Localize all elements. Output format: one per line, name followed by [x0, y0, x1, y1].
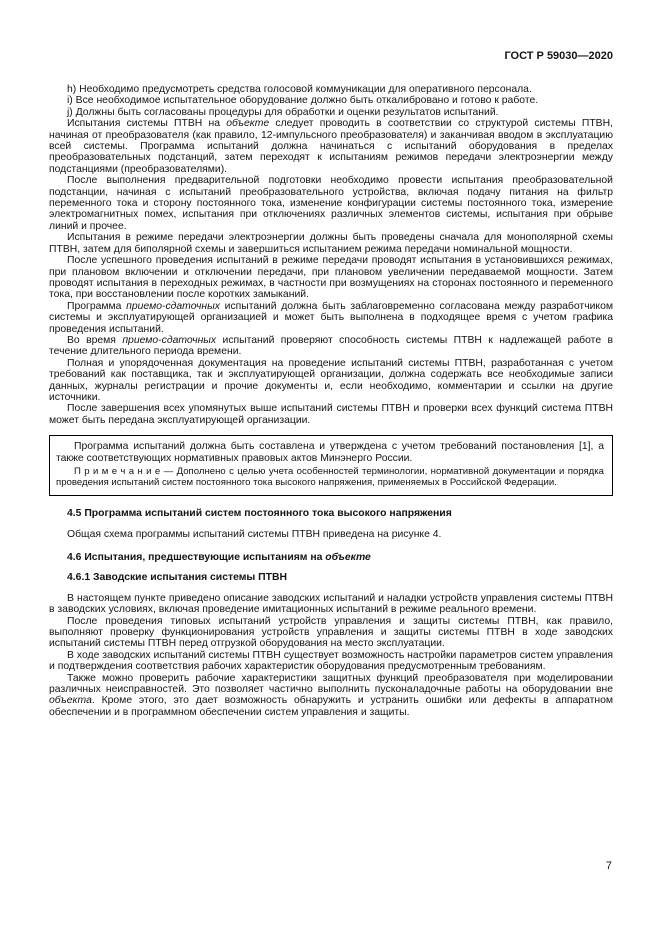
text-segment: После проведения типовых испытаний устройств управления и защиты системы ПТВН, как правило, выполняют проверку функционирования устройств управления и защиты системы ПТВН в ходе заводских испытаний системы ПТВН перед отгрузкой оборудования на место эксплуатации. [49, 615, 613, 650]
text-segment: Общая схема программы испытаний системы ПТВН приведена на рисунке 4. [67, 528, 442, 540]
text-segment: следует проводить в соответствии со структурой системы ПТВН, начиная от преобразователя (как правило, 12-импульсного преобразователя) и заканчивая вводом в эксплуатацию всей системы. Программа испытаний должна начинаться с испытаний оборудования в пределах преобразовательных подстанций, затем переходят к испытаниям режимов передачи электроэнергии между подстанциями (преобразователями). [49, 118, 613, 175]
text-segment: j) Должны быть согласованы процедуры для обработки и оценки результатов испытаний. [67, 106, 499, 118]
paragraph [49, 529, 613, 540]
text-segment: объекте [325, 552, 371, 563]
text-segment: Программа испытаний должна быть составлена и утверждена с учетом требований постановления [1], а также соответствующих нормативных правовых актов Минэнерго России. [56, 441, 604, 464]
text-segment: 4.6.1 Заводские испытания системы ПТВН [67, 572, 287, 584]
paragraph [49, 335, 613, 358]
text-segment: Испытания системы ПТВН на [67, 118, 227, 130]
note-box-paragraph [56, 441, 604, 464]
text-segment: h) Необходимо предусмотреть средства голосовой коммуникации для оперативного персонала. [67, 84, 532, 95]
paragraph [49, 175, 613, 232]
note-box [49, 435, 613, 496]
paragraph [49, 650, 613, 673]
text-segment: П р и м е ч а н и е — Дополнено с целью учета особенностей терминологии, нормативной документации и порядка проведения испытаний систем постоянного тока высокого напряжения, применяемых в Российской Федерации. [56, 466, 604, 488]
paragraph [49, 673, 613, 719]
text-segment: 4.6 Испытания, предшествующие испытаниям на [67, 552, 326, 563]
list-item-j [49, 107, 613, 118]
heading-4-6 [49, 552, 613, 563]
text-segment: объекта [49, 695, 92, 707]
text-segment: После успешного проведения испытаний в режиме передачи проводят испытания в установившихся режимах, при плановом включении и отключении передачи, при плановом увеличении передаваемой мощности. Затем проводят испытания в переходных режимах, в частности при возмущениях на сторонах постоянного и переменного тока, при восстановлении после коротких замыканий. [49, 255, 613, 301]
text-segment: Программа [67, 300, 127, 312]
list-item-i [49, 95, 613, 106]
text-segment: Также можно проверить рабочие характеристики защитных функций преобразователя при моделировании различных неисправностей. Это позволяет частично выполнить пусконаладочные работы на оборудовании вне [49, 672, 613, 696]
text-segment: объекте [226, 118, 270, 130]
paragraph [49, 301, 613, 335]
text-segment: i) Все необходимое испытательное оборудование должно быть откалибровано и готово к работе. [67, 95, 539, 107]
note-paragraph [56, 467, 604, 488]
text-segment: Полная и упорядоченная документация на проведение испытаний системы ПТВН, разработанная с учетом требований как поставщика, так и эксплуатирующей организации, должна содержать все необходимые записи данных, журналы регистрации и прочие документы и, если необходимо, комментарии и ссылки на другие источники. [49, 357, 613, 403]
text-segment: В ходе заводских испытаний системы ПТВН существует возможность настройки параметров систем управления и подтверждения соответствия рабочих характеристик оборудования предусмотренным требованиям. [49, 649, 613, 673]
text-segment: 4.5 Программа испытаний систем постоянного тока высокого напряжения [67, 508, 452, 520]
text-segment: испытаний должна быть заблаговременно согласована между разработчиком системы и эксплуатирующей организацией и может быть выполнена в подходящее время с учетом графика проведения испытаний. [49, 300, 613, 335]
text-segment: В настоящем пункте приведено описание заводских испытаний и наладки устройств управления системы ПТВН в заводских условиях, включая проведение имитационных испытаний в режиме реального времени. [49, 592, 613, 616]
text-segment: приемо-сдаточных [122, 334, 217, 346]
doc-number: ГОСТ Р 59030—2020 [504, 50, 613, 62]
heading-4-5 [49, 508, 613, 519]
text-segment: испытаний проверяют способность системы ПТВН к надлежащей работе в течение длительного периода времени. [49, 334, 613, 358]
text-segment: . Кроме этого, это дает возможность обнаружить и устранить ошибки или дефекты в аппаратном обеспечении и в программном обеспечении систем управления и защиты. [49, 695, 613, 718]
paragraph [49, 616, 613, 650]
text-segment: Во время [67, 334, 123, 346]
document-content [49, 84, 613, 718]
text-segment: Испытания в режиме передачи электроэнергии должны быть проведены сначала для монополярной схемы ПТВН, затем для биполярной схемы и завершиться испытанием режима передачи номинальной мощности. [49, 232, 613, 255]
paragraph [49, 593, 613, 616]
text-segment: После завершения всех упомянутых выше испытаний системы ПТВН и проверки всех функций система ПТВН может быть передана эксплуатирующей организации. [49, 403, 613, 426]
paragraph [49, 403, 613, 426]
text-segment: приемо-сдаточных [126, 300, 220, 312]
page-number: 7 [605, 860, 612, 872]
text-segment: После выполнения предварительной подготовки необходимо провести испытания преобразовательной подстанции, начиная с испытаний преобразовательного устройства, включая подачу питания на фильтр переменного тока и сторону постоянного тока, изменение конфигурации системы постоянного тока, измерение электромагнитных помех, испытания при отключениях различных элементов системы, испытания при обрыве линий и прочее. [49, 175, 613, 232]
paragraph [49, 255, 613, 301]
paragraph [49, 358, 613, 404]
heading-4-6-1 [49, 572, 613, 583]
paragraph [49, 232, 613, 255]
list-item-h [49, 84, 613, 95]
paragraph [49, 118, 613, 175]
